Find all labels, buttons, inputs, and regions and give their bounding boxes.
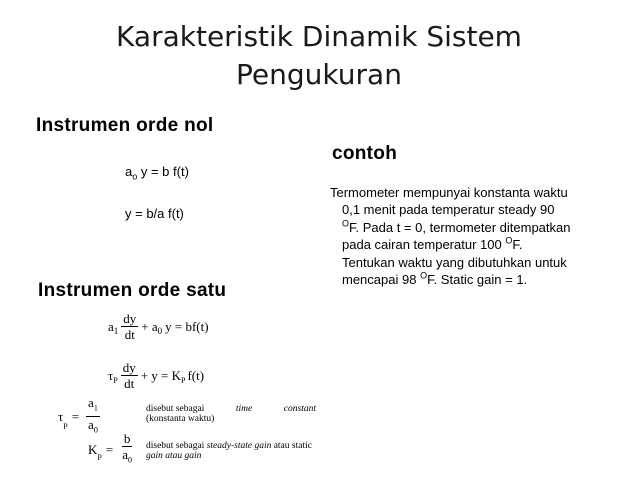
derivative-fraction: $\frac{dy}{dt}$ (122, 360, 136, 391)
time-constant-note: disebut sebagai time constant (konstanta waktu) (146, 404, 316, 424)
gain-fraction: $\frac{b}{a_0}$ (122, 431, 132, 465)
degree-mark: O (505, 235, 513, 246)
steady-state-gain-equation: K $_P$ = $\frac{b}{a_0}$ (88, 432, 137, 468)
example-heading: contoh (332, 143, 398, 164)
eq-coef-a: a (125, 164, 133, 179)
derivative-fraction: $\frac{dy}{dt}$ (123, 311, 137, 342)
time-constant-equation: τ $_P$ = $\frac{a_1}{a_0}$ (58, 396, 103, 437)
first-order-equation-2: τ $_P$ $\frac{dy}{dt}$ + y = K $_P$ f(t) (108, 360, 205, 391)
title-line-1: Karakteristik Dinamik Sistem (116, 20, 522, 53)
first-order-heading: Instrumen orde satu (38, 280, 227, 301)
eq-coef-sub: o (132, 171, 138, 182)
zero-order-heading: Instrumen orde nol (36, 115, 214, 136)
example-text (330, 184, 630, 288)
degree-mark: O (342, 218, 350, 229)
zero-order-equation-2: y = b/a f(t) (125, 206, 184, 221)
example-line-2: 0,1 menit pada temperatur steady 90 (342, 202, 555, 218)
example-line-3: $^O$F. Pada t = 0, termometer ditempatkan (342, 218, 571, 235)
title-line-2: Pengukuran (236, 58, 402, 91)
slide-title (0, 18, 638, 94)
example-line-4: pada cairan temperatur 100 $^O$F. (342, 235, 523, 253)
zero-order-equation-1 (125, 164, 189, 182)
example-line-5: Tentukan waktu yang dibutuhkan untuk (342, 254, 567, 270)
degree-mark: O (420, 270, 428, 281)
eq-rest: y = b f(t) (137, 164, 189, 179)
example-line-1: Termometer mempunyai konstanta waktu (330, 185, 568, 200)
example-line-6: mencapai 98 $^O$F. Static gain = 1. (342, 270, 528, 288)
first-order-equation-1: a $_1$ $\frac{dy}{dt}$ + a $_0$ y = bf(t) (108, 311, 209, 342)
time-constant-fraction: $\frac{a_1}{a_0}$ (88, 395, 98, 435)
steady-state-gain-note: disebut sebagai steady-state gain atau static gain atau gain (146, 441, 312, 461)
